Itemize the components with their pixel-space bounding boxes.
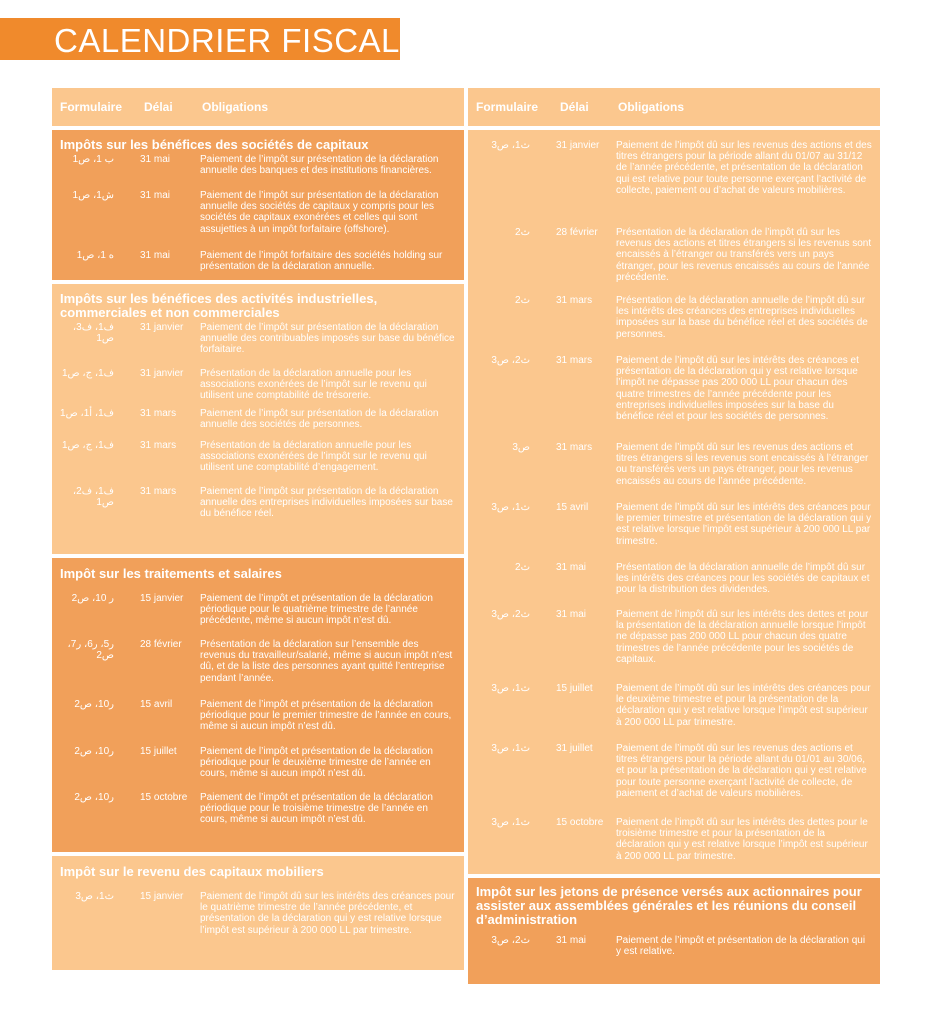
obligation-text: Paiement de l’impôt dû sur les revenus des actions et titres étrangers si les revenus sont encaissés à l’étranger ou transférés vers un pays étranger, pour les revenus encaissés au cours de l’année précédente. [616, 442, 869, 487]
form-code: ر10، ص2 [74, 699, 114, 710]
obligation-text: Paiement de l’impôt sur présentation de la déclaration annuelle des entreprises individuelles imposées sur base du bénéfice réel. [200, 486, 453, 520]
form-code: ث1، ص3 [491, 743, 530, 754]
section-capitaux-mobiliers-suite [468, 130, 880, 874]
header-obligations: Obligations [618, 100, 684, 114]
section-title: Impôt sur les jetons de présence versés aux actionnaires pour assister aux assemblées générales et les réunions du conseil d’administration [476, 884, 862, 927]
page-title: CALENDRIER FISCAL [54, 22, 400, 59]
form-code: ث2، ص3 [491, 609, 530, 620]
form-code: ف1، ج، ص1 [61, 368, 114, 379]
table-row [52, 486, 464, 524]
table-row [52, 368, 464, 408]
table-row [52, 593, 464, 639]
form-code: ب 1، ص1 [72, 154, 114, 165]
deadline: 31 mai [556, 935, 587, 946]
deadline: 31 mars [140, 408, 177, 419]
table-row [52, 891, 464, 959]
deadline: 31 mars [556, 355, 593, 366]
form-code: ث1، ص3 [491, 140, 530, 151]
deadline: 31 mai [140, 250, 171, 261]
deadline: 31 janvier [556, 140, 600, 151]
table-row [52, 699, 464, 746]
left-column [52, 88, 464, 970]
deadline: 31 mai [140, 154, 171, 165]
table-row [52, 154, 464, 190]
obligation-text: Paiement de l’impôt forfaitaire des sociétés holding sur présentation de la déclaration annuelle. [200, 250, 443, 273]
form-code: ه 1، ص1 [76, 250, 114, 261]
table-row [468, 683, 880, 743]
section-jetons-presence [468, 878, 880, 984]
obligation-text: Présentation de la déclaration annuelle de l’impôt dû sur les intérêts des créances pour les sociétés de capitaux et pour la distribution des dividendes. [616, 562, 870, 596]
header-formulaire: Formulaire [476, 100, 539, 114]
form-code: ث1، ص3 [491, 502, 530, 513]
deadline: 15 juillet [140, 746, 177, 757]
obligation-text: Présentation de la déclaration annuelle pour les associations exonérées de l’impôt sur le revenu qui utilisent une comptabilité de trésorerie. [200, 368, 427, 402]
table-row [468, 935, 880, 971]
obligation-text: Présentation de la déclaration annuelle pour les associations exonérées de l’impôt sur le revenu qui utilisent une comptabilité d’engagement. [200, 440, 427, 474]
obligation-text: Paiement de l’impôt dû sur les intérêts des créances pour le deuxième trimestre et pour la présentation de la déclaration qui y est relative lorsque l’impôt est supérieur à 200 000 LL par trimestre. [616, 683, 871, 728]
obligation-text: Paiement de l’impôt et présentation de la déclaration périodique pour le premier trimestre de l’année en cours, même si aucun impôt n’est dû. [200, 699, 452, 733]
obligation-text: Paiement de l’impôt dû sur les intérêts des créances et présentation de la déclaration qui y est relative lorsque l’impôt ne dépasse pas 200 000 LL pour chacun des quatre trimestres de l’année précédente pour les entreprises individuelles imposées sur la base du bénéfice réel et pour les sociétés de personnes. [616, 355, 859, 423]
obligation-text: Paiement de l’impôt sur présentation de la déclaration annuelle des sociétés de personnes. [200, 408, 439, 431]
header-delai: Délai [560, 100, 589, 114]
form-code: ف1، أ1، ص1 [60, 408, 114, 419]
header-delai: Délai [144, 100, 173, 114]
form-code: ر10، ص2 [74, 746, 114, 757]
obligation-text: Présentation de la déclaration de l’impôt dû sur les revenus des actions et titres étrangers si les revenus sont encaissés à l’étranger ou transférés vers un pays étranger, pour les revenus encaissés au cours de l’année précédente. [616, 227, 872, 283]
section-title: Impôts sur les bénéfices des sociétés de capitaux [60, 137, 369, 152]
table-row [52, 792, 464, 838]
obligation-text: Présentation de la déclaration annuelle de l’impôt dû sur les intérêts des créances des entreprises individuelles imposées sur la base du bénéfice réel et des sociétés de personnes. [616, 295, 868, 340]
deadline: 31 janvier [140, 322, 184, 333]
left-header [52, 88, 464, 126]
obligation-text: Paiement de l’impôt dû sur les intérêts des créances pour le premier trimestre et présentation de la déclaration qui y est relative lorsque l’impôt est supérieur à 200 000 LL par trimestre. [616, 502, 872, 547]
deadline: 15 octobre [556, 817, 604, 828]
obligation-text: Paiement de l’impôt et présentation de la déclaration qui y est relative. [616, 935, 866, 958]
obligation-text: Paiement de l’impôt et présentation de la déclaration périodique pour le deuxième trimestre de l’année en cours, même si aucun impôt n’est dû. [200, 746, 433, 780]
section-title: Impôt sur le revenu des capitaux mobiliers [60, 864, 324, 879]
deadline: 31 mai [140, 190, 171, 201]
form-code: ر5، ر6، ر7، ص2 [67, 639, 114, 662]
deadline: 31 mai [556, 562, 587, 573]
deadline: 31 mars [556, 295, 593, 306]
obligation-text: Paiement de l’impôt sur présentation de la déclaration annuelle des sociétés de capitaux y compris pour les sociétés de capitaux exonérées et celles qui sont assujetties à un impôt forfaitaire (offshore). [200, 190, 439, 235]
header-obligations: Obligations [202, 100, 268, 114]
table-row [52, 639, 464, 699]
table-row [468, 355, 880, 442]
right-header [468, 88, 880, 126]
obligation-text: Présentation de la déclaration sur l’ensemble des revenus du travailleur/salarié, même si aucun impôt n’est dû, et de la liste des personnes ayant quitté l’entreprise pendant l’année. [200, 639, 453, 684]
obligation-text: Paiement de l’impôt et présentation de la déclaration périodique pour le troisième trimestre de l’année en cours, même si aucun impôt n’est dû. [200, 792, 433, 826]
form-code: ث2 [515, 295, 530, 306]
table-row [468, 743, 880, 817]
deadline: 31 mai [556, 609, 587, 620]
form-code: ر 10، ص2 [71, 593, 114, 604]
section-activites-industrielles [52, 284, 464, 554]
form-code: ر10، ص2 [74, 792, 114, 803]
deadline: 15 janvier [140, 593, 184, 604]
table-row [468, 442, 880, 502]
obligation-text: Paiement de l’impôt dû sur les revenus des actions et des titres étrangers pour la période allant du 01/07 au 31/12 de l’année précédente, et présentation de la déclaration qui est relative pour toute personne exerçant l’activité de collecte, paiement ou d’achat de valeurs mobilières. [616, 140, 872, 196]
obligation-text: Paiement de l’impôt dû sur les intérêts des dettes pour le troisième trimestre et pour la présentation de la déclaration qui y est relative lorsque l’impôt est supérieur à 200 000 LL par trimestre. [616, 817, 868, 862]
obligation-text: Paiement de l’impôt sur présentation de la déclaration annuelle des contribuables imposés sur base du bénéfice forfaitaire. [200, 322, 455, 356]
table-row [468, 502, 880, 562]
deadline: 31 janvier [140, 368, 184, 379]
deadline: 31 mars [140, 440, 177, 451]
deadline: 31 mars [556, 442, 593, 453]
deadline: 15 avril [140, 699, 173, 710]
table-row [468, 562, 880, 609]
right-column [468, 88, 880, 984]
form-code: ص3 [512, 442, 530, 453]
form-code: ث2، ص3 [491, 355, 530, 366]
table-row [52, 408, 464, 440]
table-row [52, 746, 464, 792]
deadline: 15 juillet [556, 683, 593, 694]
deadline: 28 février [140, 639, 182, 650]
form-code: ث2 [515, 562, 530, 573]
table-row [52, 250, 464, 276]
deadline: 15 avril [556, 502, 589, 513]
obligation-text: Paiement de l’impôt et présentation de la déclaration périodique pour le quatrième trimestre de l’année précédente, même si aucun impôt n’est dû. [200, 593, 433, 627]
form-code: ف1، ج، ص1 [61, 440, 114, 451]
obligation-text: Paiement de l’impôt sur présentation de la déclaration annuelle des banques et des institutions financières. [200, 154, 439, 177]
deadline: 15 janvier [140, 891, 184, 902]
section-societes-capitaux [52, 130, 464, 280]
table-row [468, 609, 880, 683]
section-traitements-salaires [52, 558, 464, 852]
deadline: 28 février [556, 227, 598, 238]
table-row [468, 227, 880, 295]
form-code: ف1، ف3، ص1 [72, 322, 114, 345]
deadline: 15 octobre [140, 792, 188, 803]
section-title: Impôts sur les bénéfices des activités industrielles, commerciales et non commerciales [60, 291, 378, 320]
form-code: ث1، ص3 [491, 683, 530, 694]
table-row [52, 322, 464, 368]
form-code: ث1، ص3 [75, 891, 114, 902]
table-row [52, 440, 464, 486]
section-title: Impôt sur les traitements et salaires [60, 566, 282, 581]
form-code: ث2، ص3 [491, 935, 530, 946]
form-code: ث1، ص3 [491, 817, 530, 828]
form-code: ف1، ف2، ص1 [72, 486, 114, 509]
obligation-text: Paiement de l’impôt dû sur les intérêts des dettes et pour la présentation de la déclaration annuelle lorsque l’impôt ne dépasse pas 200 000 LL pour chacun des quatre trimestres de l’année précédente pour les sociétés de capitaux. [616, 609, 869, 665]
deadline: 31 juillet [556, 743, 593, 754]
title-banner [0, 18, 400, 60]
deadline: 31 mars [140, 486, 177, 497]
header-formulaire: Formulaire [60, 100, 123, 114]
form-code: ث2 [515, 227, 530, 238]
obligation-text: Paiement de l’impôt dû sur les intérêts des créances pour le quatrième trimestre de l’année précédente, et présentation de la déclaration qui y est relative lorsque l’impôt est supérieur à 200 000 LL par trimestre. [200, 891, 455, 936]
section-capitaux-mobiliers [52, 856, 464, 970]
table-row [468, 817, 880, 873]
table-row [468, 295, 880, 355]
table-row [52, 190, 464, 250]
obligation-text: Paiement de l’impôt dû sur les revenus des actions et titres étrangers pour la période allant du 01/01 au 30/06, et pour la présentation de la déclaration qui y est relative pour toute personne exerçant l’activité de collecte, de paiement et d’achat de valeurs mobilières. [616, 743, 867, 799]
table-row [468, 140, 880, 227]
form-code: ش1، ص1 [72, 190, 114, 201]
